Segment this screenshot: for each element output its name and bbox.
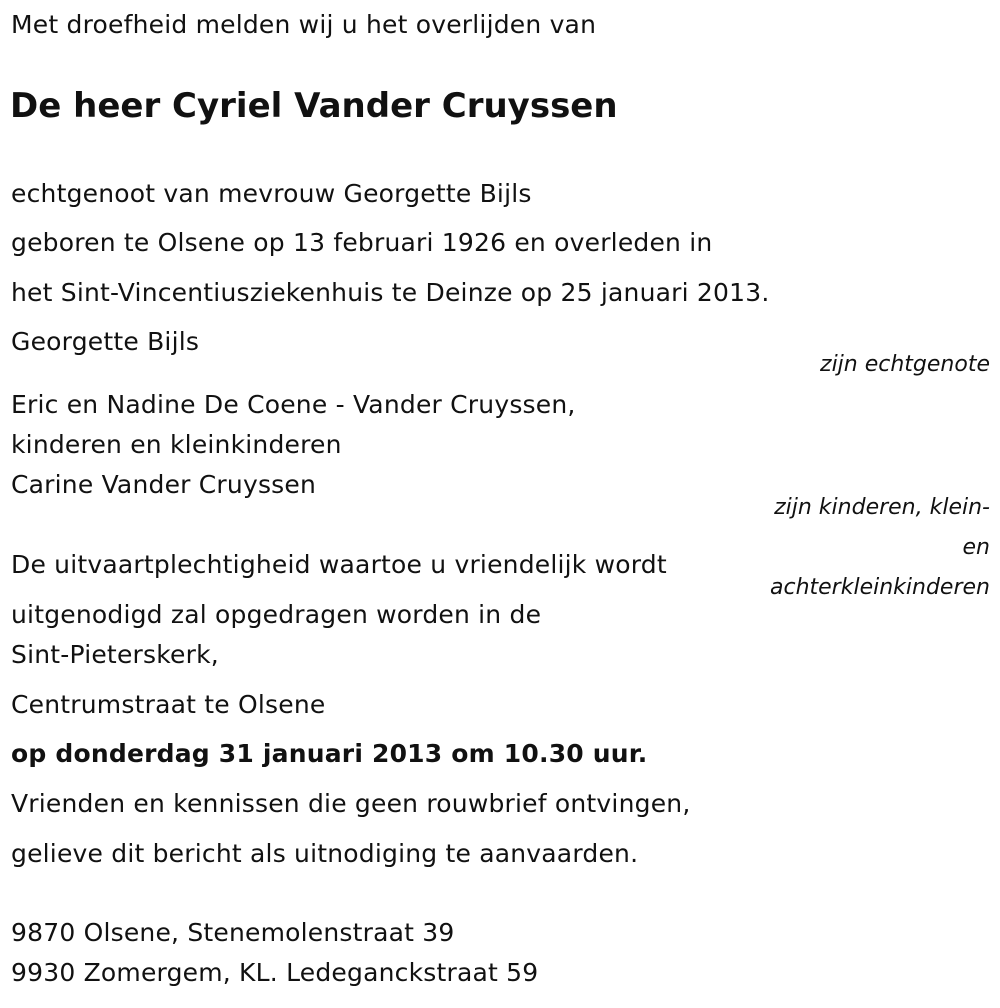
mourner-children-2: kinderen en kleinkinderen — [11, 430, 342, 459]
spouse-line: echtgenoot van mevrouw Georgette Bijls — [11, 179, 532, 208]
death-line: het Sint-Vincentiusziekenhuis te Deinze op 25 januari 2013. — [11, 278, 770, 307]
deceased-name: De heer Cyriel Vander Cruyssen — [10, 86, 618, 126]
children-relation-1: zijn kinderen, klein- — [774, 495, 990, 520]
ceremony-line-2: uitgenodigd zal opgedragen worden in de — [11, 600, 542, 629]
spouse-relation: zijn echtgenote — [820, 352, 990, 377]
ceremony-line-1: De uitvaartplechtigheid waartoe u vriendelijk wordt — [11, 550, 667, 579]
mourner-children-3: Carine Vander Cruyssen — [11, 470, 317, 499]
mourner-children-1: Eric en Nadine De Coene - Vander Cruyssen, — [11, 390, 576, 419]
ceremony-line-3: Sint-Pieterskerk, — [11, 640, 219, 669]
children-relation-3: achterkleinkinderen — [770, 575, 990, 600]
address-1: 9870 Olsene, Stenemolenstraat 39 — [11, 918, 455, 947]
ceremony-note-1: Vrienden en kennissen die geen rouwbrief ontvingen, — [11, 789, 691, 818]
mourner-spouse: Georgette Bijls — [11, 327, 200, 356]
address-2: 9930 Zomergem, KL. Ledeganckstraat 59 — [11, 958, 539, 987]
ceremony-datetime: op donderdag 31 januari 2013 om 10.30 uur. — [11, 739, 648, 768]
children-relation-2: en — [962, 535, 990, 560]
ceremony-note-2: gelieve dit bericht als uitnodiging te aanvaarden. — [11, 839, 639, 868]
ceremony-line-4: Centrumstraat te Olsene — [11, 690, 326, 719]
birth-line: geboren te Olsene op 13 februari 1926 en overleden in — [11, 228, 713, 257]
intro-text: Met droefheid melden wij u het overlijden van — [11, 10, 597, 39]
